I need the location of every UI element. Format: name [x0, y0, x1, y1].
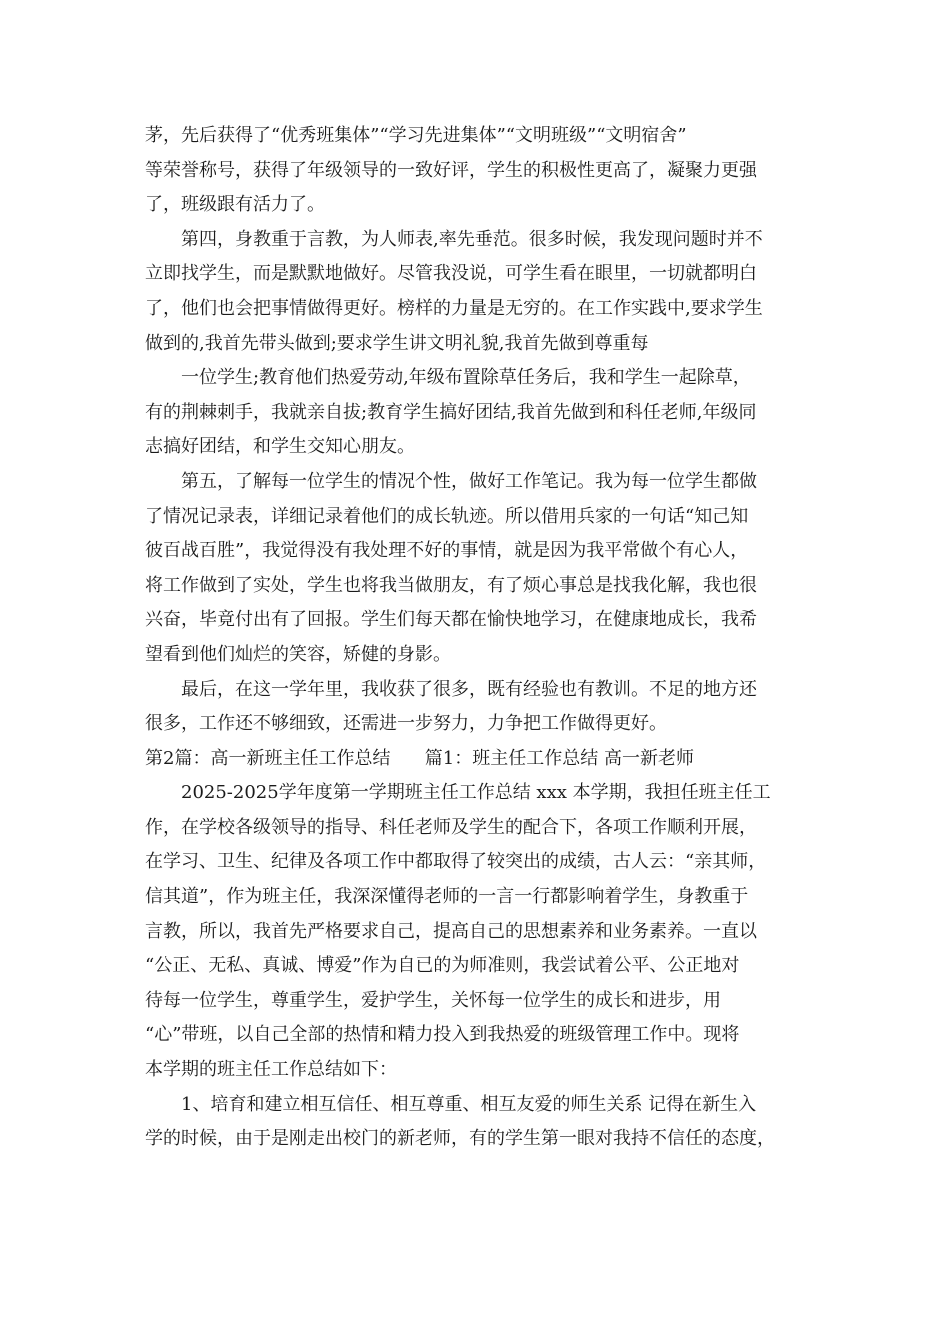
text-line: 1、培育和建立相互信任、相互尊重、相互友爱的师生关系 记得在新生入 — [181, 1093, 757, 1115]
text-line: 本学期的班主任工作总结如下： — [145, 1059, 397, 1081]
text-line: “心”带班，以自己全部的热情和精力投入到我热爱的班级管理工作中。现将 — [145, 1024, 740, 1046]
text-line: 望看到他们灿烂的笑容，矫健的身影。 — [145, 643, 451, 665]
text-line: 等荣誉称号，获得了年级领导的一致好评，学生的积极性更高了，凝聚力更强 — [145, 159, 757, 181]
text-line: 2025-2025学年度第一学期班主任工作总结 xxx 本学期，我担任班主任工 — [181, 782, 771, 804]
text-line: 第四，身教重于言教，为人师表,率先垂范。很多时候，我发现问题时并不 — [181, 228, 763, 250]
text-line: 立即找学生，而是默默地做好。尽管我没说，可学生看在眼里，一切就都明白 — [145, 263, 757, 285]
document-body — [145, 119, 835, 1157]
text-line: 第五，了解每一位学生的情况个性，做好工作笔记。我为每一位学生都做 — [181, 470, 757, 492]
text-line: 了，他们也会把事情做得更好。榜样的力量是无穷的。在工作实践中,要求学生 — [145, 297, 763, 319]
text-line: 一位学生;教育他们热爱劳动,年级布置除草任务后，我和学生一起除草， — [181, 367, 751, 389]
text-line: 将工作做到了实处，学生也将我当做朋友，有了烦心事总是找我化解，我也很 — [145, 574, 757, 596]
text-line: 学的时候，由于是刚走出校门的新老师，有的学生第一眼对我持不信任的态度， — [145, 1128, 775, 1150]
text-line: 信其道”，作为班主任，我深深懂得老师的一言一行都影响着学生，身教重于 — [145, 886, 749, 908]
text-line: 志搞好团结，和学生交知心朋友。 — [145, 436, 415, 458]
text-line: 茅，先后获得了“优秀班集体”“学习先进集体”“文明班级”“文明宿舍” — [145, 125, 687, 146]
text-line: 做到的,我首先带头做到;要求学生讲文明礼貌,我首先做到尊重每 — [145, 332, 649, 354]
text-line: 言教，所以，我首先严格要求自己，提高自己的思想素养和业务素养。一直以 — [145, 920, 757, 942]
text-line: 兴奋，毕竟付出有了回报。学生们每天都在愉快地学习，在健康地成长，我希 — [145, 609, 757, 631]
text-line: 在学习、卫生、纪律及各项工作中都取得了较突出的成绩，古人云：“亲其师， — [145, 851, 767, 873]
text-line: 彼百战百胜”，我觉得没有我处理不好的事情，就是因为我平常做个有心人， — [145, 540, 749, 562]
text-line: 了，班级跟有活力了。 — [145, 194, 325, 216]
text-line: 很多，工作还不够细致，还需进一步努力，力争把工作做得更好。 — [145, 713, 667, 735]
text-line: “公正、无私、真诚、博爱”作为自已的为师准则，我尝试着公平、公正地对 — [145, 955, 740, 977]
text-line: 有的荆棘刺手，我就亲自拔;教育学生搞好团结,我首先做到和科任老师,年级同 — [145, 401, 757, 423]
text-line: 了情况记录表，详细记录着他们的成长轨迹。所以借用兵家的一句话“知己知 — [145, 505, 749, 527]
text-line: 作，在学校各级领导的指导、科任老师及学生的配合下，各项工作顺利开展， — [145, 816, 757, 838]
text-line: 最后，在这一学年里，我收获了很多，既有经验也有教训。不足的地方还 — [181, 678, 757, 700]
text-line: 待每一位学生，尊重学生，爱护学生，关怀每一位学生的成长和进步，用 — [145, 989, 721, 1011]
text-line: 第2篇：高一新班主任工作总结 篇1：班主任工作总结 高一新老师 — [145, 747, 694, 769]
